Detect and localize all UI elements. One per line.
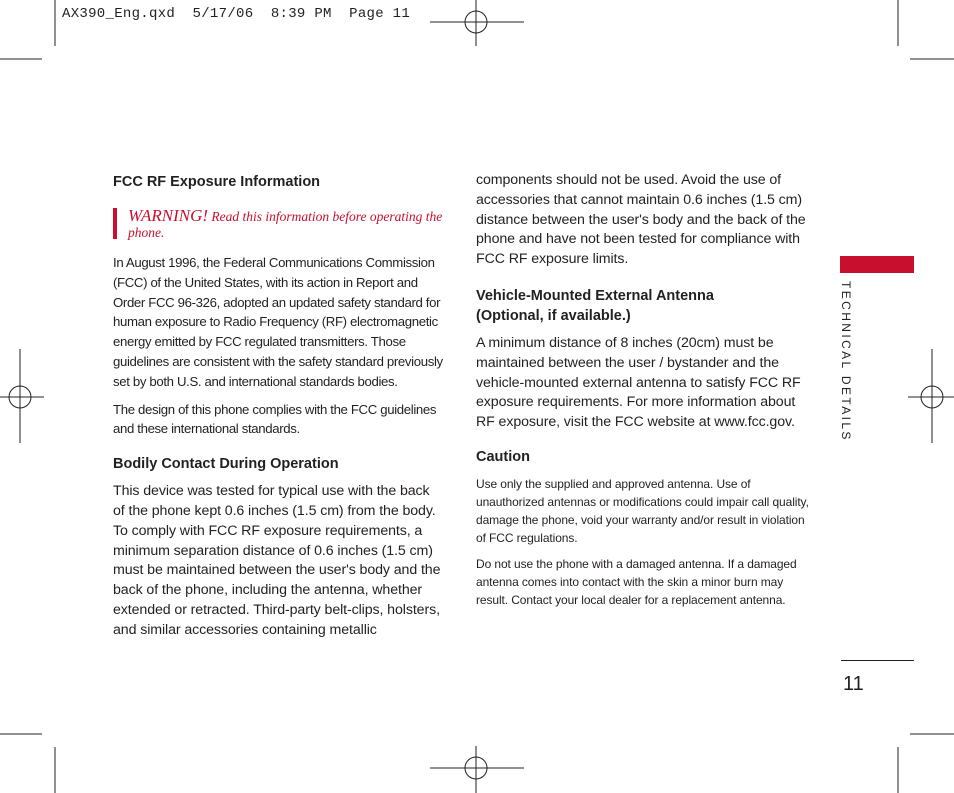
page-number: 11 [843,673,864,695]
paragraph-minimum-distance: A minimum distance of 8 inches (20cm) must be maintained between the user / bystander and the vehicle-mounted external antenna to satisfy FCC RF exposure requirements. For more information about RF exposure, visit the FCC website at www.fcc.gov. [476,334,801,431]
paragraph-use-approved-antenna: Use only the supplied and approved antenna. Use of unauthorized antennas or modifications could impair call quality, damage the phone, void your warranty and/or result in violation of FCC regulations. [476,476,809,545]
paragraph-damaged-antenna: Do not use the phone with a damaged antenna. If a damaged antenna comes into contact with the skin a minor burn may result. Contact your local dealer for a replacement antenna. [476,556,797,607]
page-number-rule [841,660,914,661]
heading-vehicle-antenna-line2: (Optional, if available.) [476,307,631,324]
registration-mark-left [0,349,44,443]
heading-fcc-rf-exposure: FCC RF Exposure Information [113,174,321,190]
warning-bar [113,208,117,239]
paragraph-device-tested: This device was tested for typical use with the back of the phone kept 0.6 inches (1.5 cm) from the body. To comply with FCC RF exposure requirements, a minimum separation distance of 0.6 inches (1.5 cm) must be maintained between the user's body and the back of the phone, including the antenna, whether extended or retracted. Third-party belt-clips, holsters, and similar accessories containing metallic [113,483,441,638]
registration-mark-bottom [430,746,524,793]
registration-mark-top [430,0,524,46]
section-tab-label: TECHNICAL DETAILS [839,281,853,442]
warning-word: WARNING! [128,206,209,225]
section-tab-marker [840,256,914,273]
paragraph-components: components should not be used. Avoid the use of accessories that cannot maintain 0.6 inches (1.5 cm) distance between the user's body and the back of the phone and have not been tested for compliance with FCC RF exposure limits. [476,172,806,268]
heading-vehicle-antenna [476,286,811,326]
registration-mark-right [908,349,954,443]
left-column [113,172,443,641]
print-slug: AX390_Eng.qxd 5/17/06 8:39 PM Page 11 [62,6,411,22]
warning-callout [113,208,443,241]
heading-caution: Caution [476,448,530,465]
right-column [476,171,811,609]
warning-text: Read this information before operating the phone. [128,209,443,240]
heading-bodily-contact: Bodily Contact During Operation [113,456,339,473]
paragraph-august-1996: In August 1996, the Federal Communications Commission (FCC) of the United States, with its action in Report and Order FCC 96-326, adopted an updated safety standard for human exposure to Radio Frequency (RF) electromagnetic energy emitted by FCC regulated transmitters. Those guidelines are consistent with the safety standard previously set by both U.S. and international standards bodies. [113,255,443,389]
paragraph-design-complies: The design of this phone complies with the FCC guidelines and these international standards. [113,401,437,437]
heading-vehicle-antenna-line1: Vehicle-Mounted External Antenna [476,287,714,304]
